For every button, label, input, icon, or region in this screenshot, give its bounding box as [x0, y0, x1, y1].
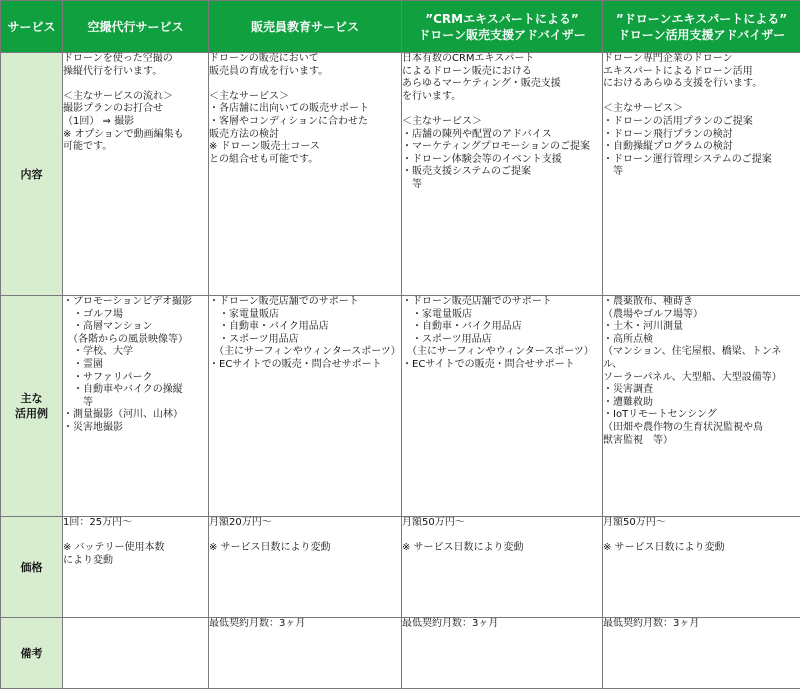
- header-aerial-service: 空撮代行サービス: [63, 1, 209, 53]
- price-cell-drone: 月額50万円～ ※ サービス日数により変動: [603, 517, 800, 618]
- header-row: [1, 1, 800, 53]
- price-cell-crm: 月額50万円～ ※ サービス日数により変動: [402, 517, 603, 618]
- table-row: [1, 618, 800, 689]
- header-corner: サービス: [1, 1, 63, 53]
- notes-cell-crm: 最低契約月数：3ヶ月: [402, 618, 603, 689]
- row-label-notes: 備考: [1, 618, 63, 689]
- content-cell-aerial: ドローンを使った空撮の 操縦代行を行います。 ＜主なサービスの流れ＞ 撮影プランのお打合せ （1回） ⇒ 撮影 ※ オプションで動画編集も 可能です。: [63, 53, 209, 296]
- row-label-content: 内容: [1, 53, 63, 296]
- price-cell-sales-training: 月額20万円～ ※ サービス日数により変動: [209, 517, 402, 618]
- content-cell-sales-training: ドローンの販売において 販売員の育成を行います。 ＜主なサービス＞ ・各店舗に出向いての販売サポート ・客層やコンディションに合わせた 販売方法の検討 ※ ドローン販売士コース との組合せも可能です。: [209, 53, 402, 296]
- usecase-cell-sales-training: ・ドローン販売店舗でのサポート ・家電量販店 ・自動車・バイク用品店 ・スポーツ用品店 （主にサーフィンやウィンタースポーツ） ・ECサイトでの販売・問合せサポート: [209, 296, 402, 517]
- notes-cell-sales-training: 最低契約月数：3ヶ月: [209, 618, 402, 689]
- header-sales-training-service: 販売員教育サービス: [209, 1, 402, 53]
- header-drone-advisor: ”ドローンエキスパートによる” ドローン活用支援アドバイザー: [603, 1, 800, 53]
- header-crm-advisor: ”CRMエキスパートによる” ドローン販売支援アドバイザー: [402, 1, 603, 53]
- notes-cell-aerial: [63, 618, 209, 689]
- table-row: [1, 296, 800, 517]
- usecase-cell-drone: ・農薬散布、種蒔き （農場やゴルフ場等） ・土木・河川測量 ・高所点検 （マンション、住宅屋根、橋梁、トンネル、 ソーラーパネル、大型船、大型設備等） ・災害調査 ・遭難救助 ・IoTリモートセンシング （田畑や農作物の生育状況監視や鳥 獣害監視 等）: [603, 296, 800, 517]
- notes-cell-drone: 最低契約月数：3ヶ月: [603, 618, 800, 689]
- price-cell-aerial: 1回：25万円～ ※ バッテリー使用本数 により変動: [63, 517, 209, 618]
- content-cell-crm: 日本有数のCRMエキスパート によるドローン販売における あらゆるマーケティング・販売支援 を行います。 ＜主なサービス＞ ・店舗の陳列や配置のアドバイス ・マーケティングプロモーションのご提案 ・ドローン体験会等のイベント支援 ・販売支援システムのご提案 等: [402, 53, 603, 296]
- usecase-cell-aerial: ・プロモーションビデオ撮影 ・ゴルフ場 ・高層マンション （各階からの風景映像等） ・学校、大学 ・霊園 ・サファリパーク ・自動車やバイクの操縦 等 ・測量撮影（河川、山林） ・災害地撮影: [63, 296, 209, 517]
- row-label-price: 価格: [1, 517, 63, 618]
- usecase-cell-crm: ・ドローン販売店舗でのサポート ・家電量販店 ・自動車・バイク用品店 ・スポーツ用品店 （主にサーフィンやウィンタースポーツ） ・ECサイトでの販売・問合せサポート: [402, 296, 603, 517]
- table-row: [1, 53, 800, 296]
- row-label-use-cases: 主な 活用例: [1, 296, 63, 517]
- content-cell-drone: ドローン専門企業のドローン エキスパートによるドローン活用 におけるあらゆる支援を行います。 ＜主なサービス＞ ・ドローンの活用プランのご提案 ・ドローン飛行プランの検討 ・自動操縦プログラムの検討 ・ドローン運行管理システムのご提案 等: [603, 53, 800, 296]
- table-row: [1, 517, 800, 618]
